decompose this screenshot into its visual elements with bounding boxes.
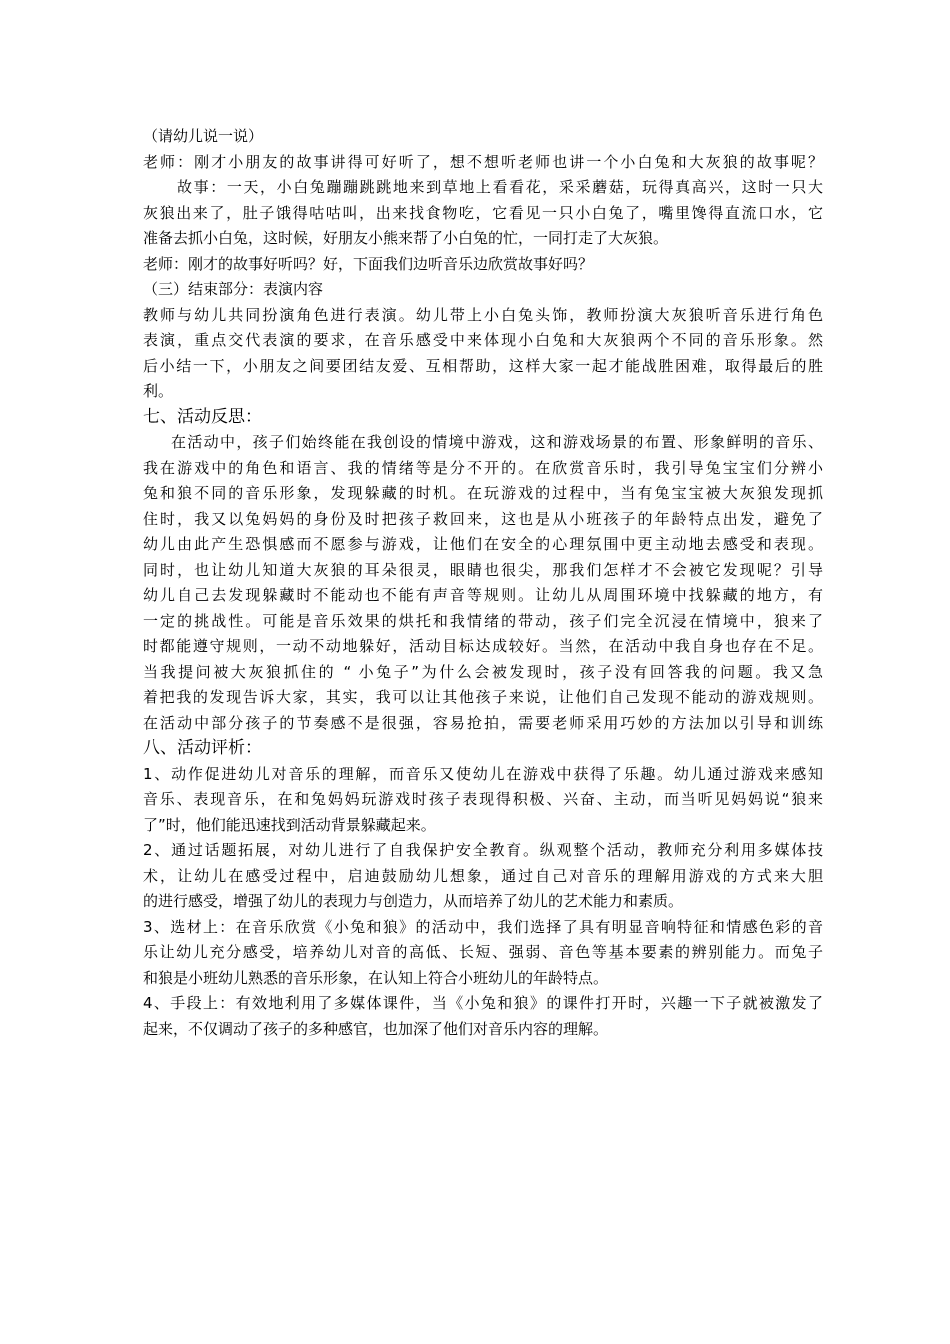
text-line: 表演，重点交代表演的要求，在音乐感受中来体现小白兔和大灰狼两个不同的音乐形象。然 [143, 331, 823, 349]
text-line: 准备去抓小白兔，这时候，好朋友小熊来帮了小白兔的忙，一同打走了大灰狼。 [143, 229, 669, 247]
text-line: 后小结一下，小朋友之间要团结友爱、互相帮助，这样大家一起才能战胜困难，取得最后的胜 [143, 356, 823, 375]
text-line: 住时，我又以兔妈妈的身份及时把孩子救回来，这也是从小班孩子的年龄特点出发，避免了 [143, 509, 823, 528]
text-line: 老师：刚才小朋友的故事讲得可好听了，想不想听老师也讲一个小白兔和大灰狼的故事呢？ [143, 152, 823, 171]
text-line: 在活动中，孩子们始终能在我创设的情境中游戏，这和游戏场景的布置、形象鲜明的音乐、 [171, 433, 823, 451]
text-line: 故事：一天，小白兔蹦蹦跳跳地来到草地上看看花，采采蘑菇，玩得真高兴，这时一只大 [177, 178, 823, 196]
text-line: 了”时，他们能迅速找到活动背景躲藏起来。 [143, 815, 436, 834]
text-line: 1、动作促进幼儿对音乐的理解，而音乐又使幼儿在游戏中获得了乐趣。幼儿通过游戏来感知 [143, 764, 823, 783]
document-page [143, 124, 823, 1042]
text-line: 2、通过话题拓展，对幼儿进行了自我保护安全教育。纵观整个活动，教师充分利用多媒体技 [143, 841, 823, 859]
text-line: 3、选材上：在音乐欣赏《小兔和狼》的活动中，我们选择了具有明显音响特征和情感色彩的音 [143, 917, 823, 936]
text-line: 兔和狼不同的音乐形象，发现躲藏的时机。在玩游戏的过程中，当有兔宝宝被大灰狼发现抓 [143, 484, 823, 502]
text-line: 当我提问被大灰狼抓住的 “ 小兔子”为什么会被发现时，孩子没有回答我的问题。我又急 [143, 662, 823, 681]
text-line: 着把我的发现告诉大家，其实，我可以让其他孩子来说，让他们自己发现不能动的游戏规则。 [143, 688, 823, 706]
section-heading: 八、活动评析： [143, 738, 262, 758]
text-line: 时都能遵守规则，一动不动地躲好，活动目标达成较好。当然，在活动中我自身也存在不足。 [143, 637, 823, 655]
text-line: 老师：刚才的故事好听吗？好，下面我们边听音乐边欣赏故事好吗？ [143, 254, 594, 273]
text-line: 乐让幼儿充分感受，培养幼儿对音的高低、长短、强弱、音色等基本要素的辨别能力。而兔子 [143, 943, 823, 961]
text-line: 幼儿自己去发现躲藏时不能动也不能有声音等规则。让幼儿从周围环境中找躲藏的地方，有 [143, 586, 823, 604]
text-line: 我在游戏中的角色和语言、我的情绪等是分不开的。在欣赏音乐时，我引导兔宝宝们分辨小 [143, 458, 823, 477]
text-line: 的进行感受，增强了幼儿的表现力与创造力，从而培养了幼儿的艺术能力和素质。 [143, 892, 684, 910]
text-line: 在活动中部分孩子的节奏感不是很强，容易抢拍，需要老师采用巧妙的方法加以引导和训练 [143, 713, 823, 732]
text-line: 教师与幼儿共同扮演角色进行表演。幼儿带上小白兔头饰，教师扮演大灰狼听音乐进行角色 [143, 305, 823, 324]
text-line: 同时，也让幼儿知道大灰狼的耳朵很灵，眼睛也很尖，那我们怎样才不会被它发现呢？引导 [143, 560, 823, 579]
text-line: 利。 [143, 382, 174, 400]
text-line: 音乐、表现音乐，在和兔妈妈玩游戏时孩子表现得积极、兴奋、主动，而当听见妈妈说“狼来 [143, 790, 823, 808]
text-line: 一定的挑战性。可能是音乐效果的烘托和我情绪的带动，孩子们完全沉浸在情境中，狼来了 [143, 611, 823, 630]
text-line: 4、手段上：有效地利用了多媒体课件，当《小兔和狼》的课件打开时，兴趣一下子就被激发了 [143, 994, 823, 1012]
text-line: 起来，不仅调动了孩子的多种感官，也加深了他们对音乐内容的理解。 [143, 1019, 609, 1038]
text-line: （三）结束部分：表演内容 [143, 280, 324, 298]
section-heading: 七、活动反思： [143, 406, 262, 427]
text-line: 和狼是小班幼儿熟悉的音乐形象，在认知上符合小班幼儿的年龄特点。 [143, 968, 609, 987]
text-line: 幼儿由此产生恐惧感而不愿参与游戏，让他们在安全的心理氛围中更主动地去感受和表现。 [143, 535, 823, 553]
text-line: （请幼儿说一说） [143, 127, 264, 145]
text-line: 术，让幼儿在感受过程中，启迪鼓励幼儿想象，通过自己对音乐的理解用游戏的方式来大胆 [143, 866, 823, 885]
text-line: 灰狼出来了，肚子饿得咕咕叫，出来找食物吃，它看见一只小白兔了，嘴里馋得直流口水，它 [143, 203, 823, 222]
